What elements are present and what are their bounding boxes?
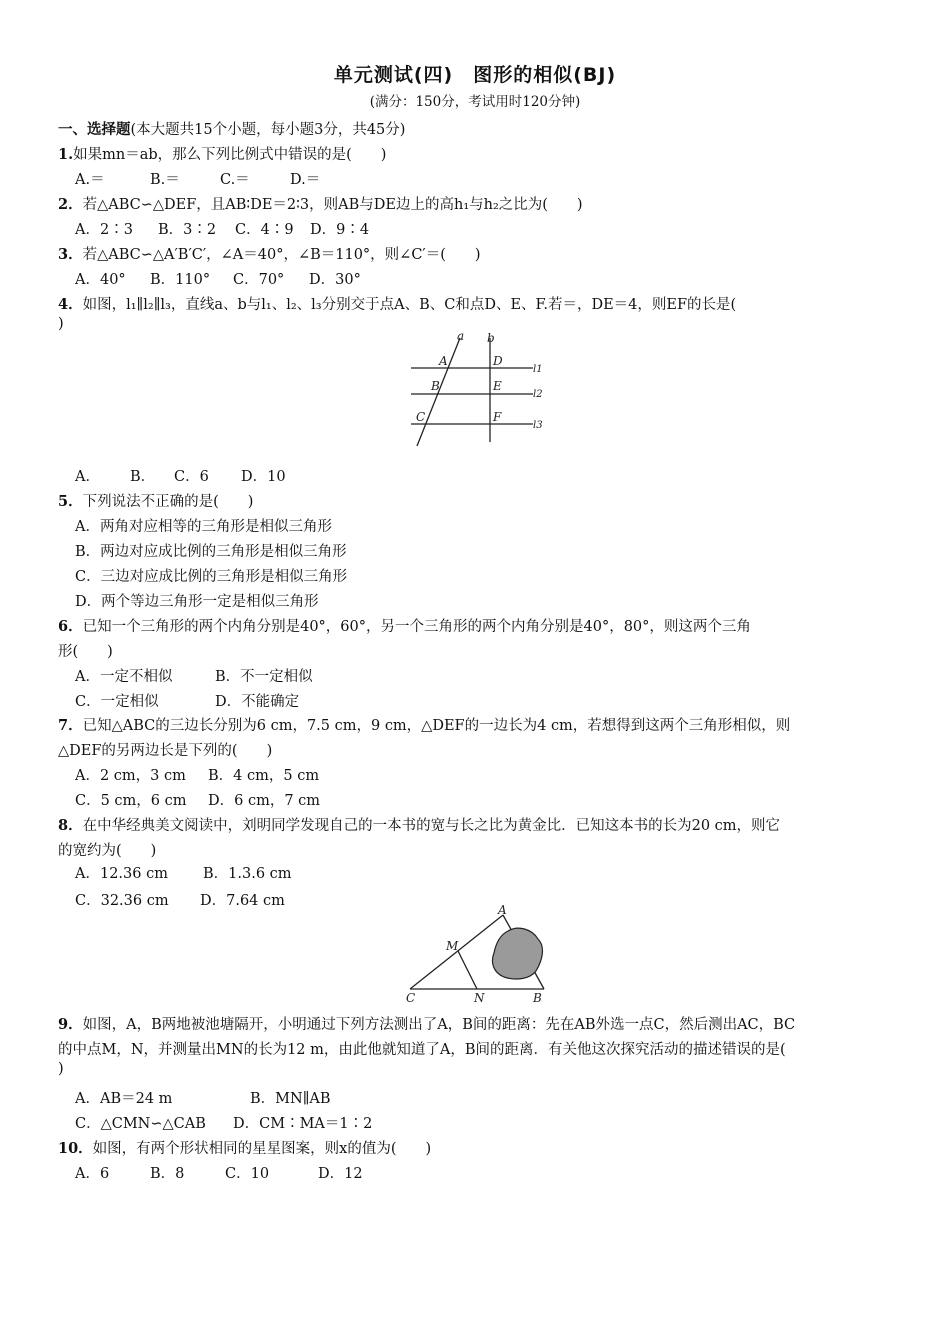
question-text: 在中华经典美文阅读中，刘明同学发现自己的一本书的宽与长之比为黄金比．已知这本书的长为20 cm，则它 (82, 818, 781, 834)
question-8-options-row2 (75, 889, 285, 910)
question-5 (58, 490, 253, 511)
label-a: a (457, 330, 465, 343)
question-number: 4． (58, 296, 83, 313)
question-8 (58, 814, 780, 835)
option-b: B．不一定相似 (215, 669, 313, 685)
option-a: A．12.36 cm (75, 866, 168, 882)
label-l1: l1 (533, 364, 543, 375)
label-A: A (498, 903, 507, 917)
pond-shape (492, 928, 542, 979)
option-d: D．30° (309, 272, 361, 288)
question-9 (58, 1013, 795, 1034)
option-a: A．40° (75, 272, 126, 288)
question-8-continuation: 的宽约为( ) (58, 843, 157, 859)
option-c: C．一定相似 (75, 694, 159, 710)
option-b: B．8 (150, 1166, 185, 1182)
question-1 (58, 143, 386, 164)
option-b: B．3∶2 (158, 222, 217, 238)
question-2-options (75, 218, 369, 239)
option-b: B．MN∥AB (250, 1091, 331, 1107)
question-7-options-row2 (75, 789, 320, 810)
section-heading (58, 118, 405, 139)
question-number: 10． (58, 1140, 93, 1157)
question-1-options (75, 168, 320, 189)
question-text: 已知△ABC的三边长分别为6 cm，7.5 cm，9 cm，△DEF的一边长为4 cm，若想得到这两个三角形相似，则 (82, 718, 791, 734)
question-9-continuation: 的中点M，N，并测量出MN的长为12 m，由此他就知道了A，B间的距离．有关他这次探究活动的描述错误的是( (58, 1042, 786, 1058)
question-8-options-row1 (75, 862, 292, 883)
option-d: D．12 (318, 1166, 363, 1182)
question-3-options (75, 268, 361, 289)
question-number: 2． (58, 196, 83, 213)
question-text: 已知一个三角形的两个内角分别是40°，60°，另一个三角形的两个内角分别是40°，80°，则这两个三角 (82, 619, 751, 635)
option-c: C．5 cm，6 cm (75, 793, 187, 809)
option-c: C．4∶9 (235, 222, 294, 238)
option-b: B． (130, 469, 156, 485)
parallel-lines-figure (405, 330, 545, 448)
question-7 (58, 714, 790, 735)
question-4 (58, 293, 736, 314)
option-a: A．2∶3 (75, 222, 133, 238)
question-text: 如果mn＝ab，那么下列比例式中错误的是( ) (73, 147, 387, 163)
option-c: C．三边对应成比例的三角形是相似三角形 (75, 569, 348, 585)
question-number: 5． (58, 493, 83, 510)
option-c: C．10 (225, 1166, 270, 1182)
label-F: F (493, 410, 502, 424)
question-10 (58, 1137, 431, 1158)
question-6-options-row1 (75, 665, 313, 686)
label-C: C (416, 410, 426, 424)
question-number: 1. (58, 146, 74, 163)
question-6-options-row2 (75, 690, 299, 711)
question-number: 9． (58, 1016, 83, 1033)
label-l2: l2 (533, 389, 543, 400)
question-text: 如图，有两个形状相同的星星图案，则x的值为( ) (92, 1141, 432, 1157)
option-b: B．1.3.6 cm (203, 866, 292, 882)
section-description: (本大题共15个小题，每小题3分，共45分) (130, 122, 406, 138)
option-b: B．110° (150, 272, 211, 288)
label-b: b (487, 331, 495, 345)
option-d: D．9∶4 (310, 222, 370, 238)
option-d: D．CM∶MA＝1∶2 (233, 1116, 373, 1132)
label-C: C (406, 991, 416, 1005)
option-b: B．4 cm，5 cm (208, 768, 320, 784)
option-d: D．不能确定 (215, 694, 300, 710)
question-number: 6． (58, 618, 83, 635)
option-b: B．两边对应成比例的三角形是相似三角形 (75, 544, 347, 560)
label-B: B (431, 379, 440, 393)
option-a: A．AB＝24 m (75, 1091, 173, 1107)
question-4-continuation: ) (58, 316, 64, 332)
question-6-continuation: 形( ) (58, 644, 113, 660)
question-text: 如图，A，B两地被池塘隔开，小明通过下列方法测出了A，B间的距离：先在AB外选一点C，然后测出AC，BC (82, 1017, 796, 1033)
page-subtitle: (满分：150分，考试用时120分钟) (369, 94, 581, 110)
question-text: 若△ABC∽△A′B′C′，∠A＝40°，∠B＝110°，则∠C′＝( ) (82, 247, 481, 263)
option-c: C．6 (174, 469, 209, 485)
question-4-options (75, 465, 286, 486)
option-a: A．两角对应相等的三角形是相似三角形 (75, 519, 332, 535)
label-E: E (493, 379, 502, 393)
question-9-options-row2 (75, 1112, 372, 1133)
question-text: 如图，l₁∥l₂∥l₃，直线a、b与l₁、l₂、l₃分别交于点A、B、C和点D、E、F.若＝，DE＝4，则EF的长是( (82, 297, 737, 313)
option-d: D．6 cm，7 cm (208, 793, 321, 809)
segment-MN (458, 951, 477, 989)
question-2 (58, 193, 583, 214)
option-a: A． (75, 469, 100, 485)
option-c: C．70° (233, 272, 285, 288)
option-c: C.＝ (220, 172, 250, 188)
label-D: D (493, 354, 503, 368)
label-A: A (439, 354, 448, 368)
option-b: B.＝ (150, 172, 180, 188)
question-6 (58, 615, 751, 636)
option-c: C．△CMN∽△CAB (75, 1116, 206, 1132)
label-B: B (533, 991, 542, 1005)
question-7-continuation: △DEF的另两边长是下列的( ) (58, 743, 273, 759)
option-a: A．一定不相似 (75, 669, 173, 685)
question-number: 8． (58, 817, 83, 834)
label-M: M (446, 939, 459, 953)
question-text: 若△ABC∽△DEF，且AB∶DE＝2∶3，则AB与DE边上的高h₁与h₂之比为( ) (82, 197, 583, 213)
question-9-options-row1 (75, 1087, 331, 1108)
label-N: N (474, 991, 485, 1005)
question-7-options-row1 (75, 764, 319, 785)
question-number: 3． (58, 246, 83, 263)
option-d: D．两个等边三角形一定是相似三角形 (75, 594, 319, 610)
option-d: D．7.64 cm (200, 893, 285, 909)
option-c: C．32.36 cm (75, 893, 169, 909)
option-d: D.＝ (290, 172, 321, 188)
question-10-options (75, 1162, 363, 1183)
option-a: A．2 cm，3 cm (75, 768, 186, 784)
option-a: A．6 (75, 1166, 110, 1182)
option-d: D．10 (241, 469, 286, 485)
question-text: 下列说法不正确的是( ) (82, 494, 254, 510)
page-title: 单元测试(四) 图形的相似(BJ) (333, 64, 617, 86)
question-3 (58, 243, 481, 264)
question-9-continuation-2: ) (58, 1061, 64, 1077)
pond-triangle-figure (400, 903, 560, 1005)
question-number: 7． (58, 717, 83, 734)
section-title: 一、选择题 (58, 122, 131, 138)
option-a: A.＝ (75, 172, 105, 188)
label-l3: l3 (533, 420, 543, 431)
